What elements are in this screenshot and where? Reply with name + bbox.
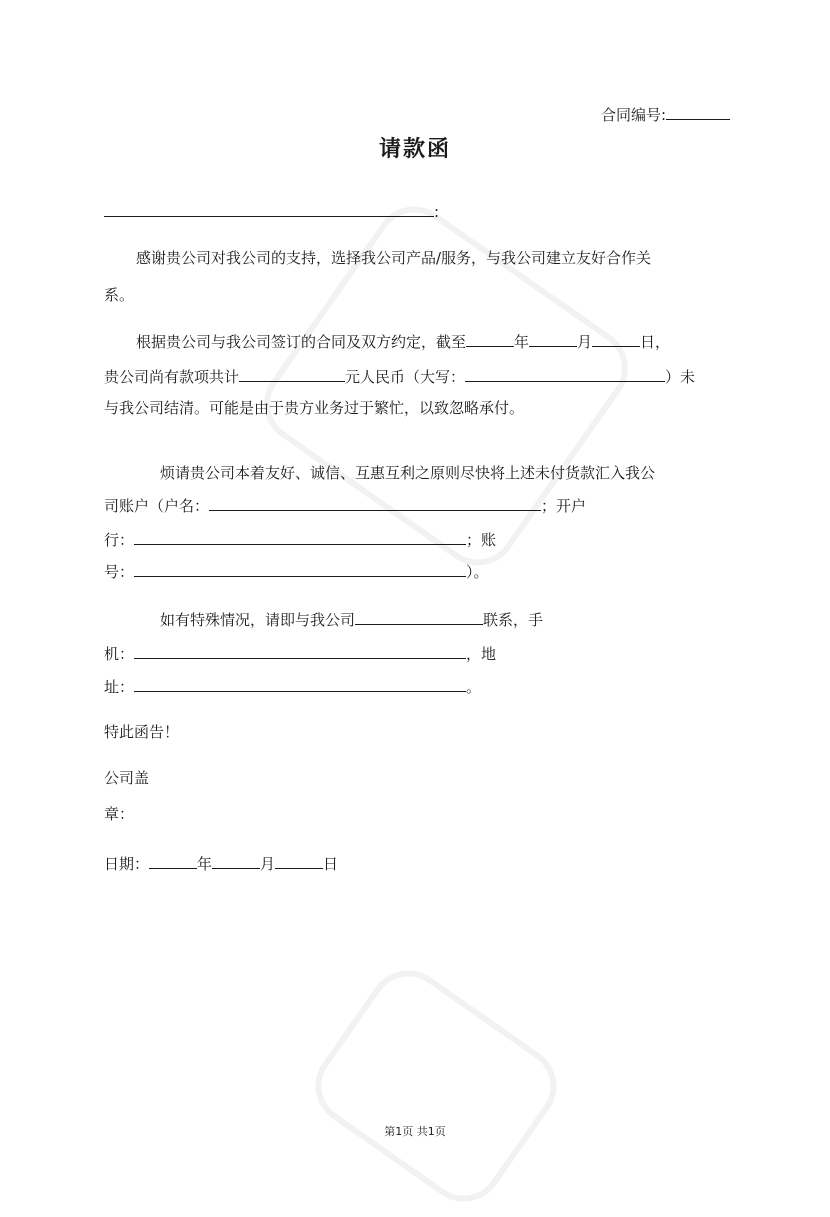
- recipient-blank[interactable]: [104, 200, 434, 217]
- bank-blank[interactable]: [134, 528, 466, 545]
- date-year-label: 年: [197, 855, 213, 873]
- para3-text: ）。: [466, 563, 489, 581]
- recipient-colon: :: [434, 203, 440, 221]
- para3-line2: [104, 494, 586, 516]
- para3-text: 行：: [104, 531, 135, 549]
- page-title: 请款函: [378, 137, 451, 162]
- date-day-label: 日: [323, 855, 339, 873]
- para4-text: 机：: [104, 645, 135, 663]
- year-label: 年: [514, 333, 530, 351]
- seal-line1: 公司盖: [104, 769, 150, 787]
- date-label: 日期：: [104, 855, 150, 873]
- date-month-blank[interactable]: [212, 852, 260, 869]
- date-year-blank[interactable]: [149, 852, 197, 869]
- para4-text: 。: [466, 678, 482, 696]
- para4-text: ，地: [466, 645, 497, 663]
- para3-text: ；开户: [541, 497, 587, 515]
- para2-text: 根据贵公司与我公司签订的合同及双方约定，截至: [136, 333, 467, 351]
- contract-number-label: 合同编号:: [600, 106, 666, 124]
- para4-text: 联系，手: [483, 611, 544, 629]
- seal-line2: 章：: [104, 805, 135, 823]
- para4-line3: [104, 675, 481, 697]
- para3-text: 号：: [104, 563, 135, 581]
- para4-line2: [104, 642, 496, 664]
- para3-line4: [104, 560, 489, 582]
- para2-text: 贵公司尚有款项共计: [104, 368, 240, 386]
- watermark: [300, 955, 572, 1217]
- month-blank[interactable]: [529, 330, 577, 347]
- para1-line2: 系。: [104, 286, 135, 304]
- para2-text: ）未: [665, 368, 696, 386]
- date-day-blank[interactable]: [275, 852, 323, 869]
- para3-line1: 烦请贵公司本着友好、诚信、互惠互利之原则尽快将上述未付货款汇入我公: [160, 464, 656, 482]
- recipient-line: [104, 200, 439, 222]
- month-label: 月: [577, 333, 593, 351]
- para3-text: 司账户（户名：: [104, 497, 210, 515]
- address-blank[interactable]: [134, 675, 466, 692]
- contract-number-blank[interactable]: [666, 103, 730, 120]
- closing-text: 特此函告！: [104, 723, 180, 741]
- para4-text: 如有特殊情况，请即与我公司: [160, 611, 356, 629]
- para4-text: 址：: [104, 678, 135, 696]
- para3-text: ；账: [466, 531, 497, 549]
- para2-line1: [136, 330, 670, 352]
- amount-words-blank[interactable]: [465, 365, 665, 382]
- phone-blank[interactable]: [134, 642, 466, 659]
- page-footer: 第1页 共1页: [384, 1125, 446, 1138]
- para4-line1: [160, 608, 543, 630]
- account-number-blank[interactable]: [134, 560, 466, 577]
- amount-blank[interactable]: [239, 365, 345, 382]
- contact-blank[interactable]: [355, 608, 483, 625]
- para3-line3: [104, 528, 496, 550]
- day-blank[interactable]: [592, 330, 640, 347]
- contract-number: [601, 103, 730, 125]
- date-month-label: 月: [260, 855, 276, 873]
- para2-text: 元人民币（大写：: [345, 368, 466, 386]
- date-line: [104, 852, 338, 874]
- year-blank[interactable]: [466, 330, 514, 347]
- para1-line1: 感谢贵公司对我公司的支持，选择我公司产品/服务，与我公司建立友好合作关: [136, 249, 652, 267]
- day-label: 日，: [640, 333, 671, 351]
- para2-line3: 与我公司结清。可能是由于贵方业务过于繁忙，以致忽略承付。: [104, 399, 525, 417]
- para2-line2: [104, 365, 695, 387]
- account-name-blank[interactable]: [209, 494, 541, 511]
